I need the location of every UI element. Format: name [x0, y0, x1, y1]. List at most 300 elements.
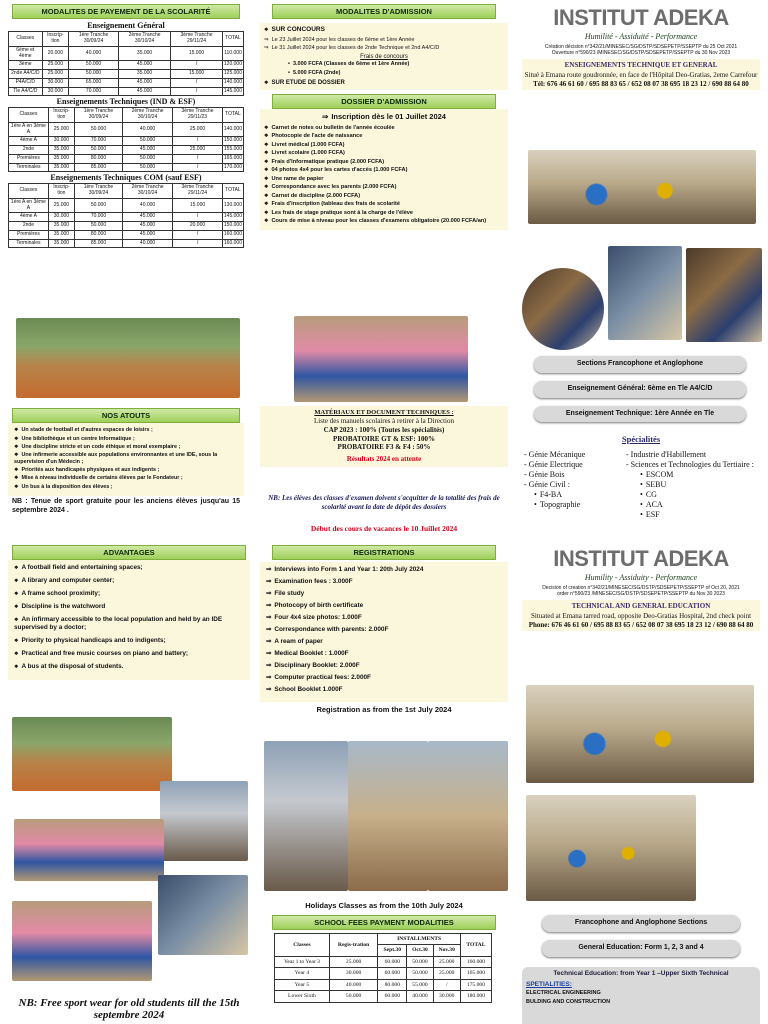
table-row	[9, 137, 244, 146]
table-cell: 60.000	[378, 956, 407, 967]
table-header-cell: 2ème Tranche 30/10/24	[119, 32, 171, 47]
technical-education: Technical Education: from Year 1 –Upper Sixth Technical	[553, 970, 729, 977]
table-cell: 35.000	[48, 239, 74, 248]
construction-photo	[348, 741, 428, 891]
registration-item: ⇒ Photocopy of birth certificate	[266, 602, 502, 610]
speciality-sub-item: • Topographie	[524, 500, 634, 510]
table-cell: 165.000	[222, 154, 243, 163]
table-cell: 150.000	[222, 137, 243, 146]
specialites-left	[524, 450, 634, 510]
sport-note: NB : Tenue de sport gratuite pour les anciens élèves jusqu'au 15 septembre 2024 .	[12, 497, 240, 514]
awards-photo	[14, 819, 164, 881]
table-cell: 25.000	[329, 956, 377, 967]
atout-item: ❖ Une discipline stricte et un code éthique et moral exemplaire ;	[14, 444, 238, 451]
table-cell: 25.000	[42, 61, 69, 70]
registrations-list	[260, 562, 508, 702]
table-cell: 35.000	[48, 154, 74, 163]
table-cell: 175.000	[460, 979, 491, 990]
table-header-cell: 3ème Tranche 29/11/24	[171, 32, 223, 47]
table-cell: /	[173, 239, 223, 248]
table-cell: 50.000	[329, 991, 377, 1002]
general-fees-table	[8, 31, 244, 96]
table-row	[9, 154, 244, 163]
table-header-cell: Inscrip-tion	[48, 184, 74, 199]
table-header-cell: TOTAL	[222, 184, 243, 199]
decision-en: Decision of creation n°342/21/MINESEC/SG/DSTP/SDSEPETP/SSEPTP of Oct 20, 2021	[542, 584, 740, 591]
section-box: Francophone and Anglophone Sections	[542, 915, 740, 932]
table-header-row	[9, 108, 244, 123]
table-cell: 6ème et 4ème	[9, 46, 43, 61]
table-cell: 40.000	[123, 198, 173, 213]
speciality-sub-item: • CG	[626, 490, 766, 500]
table-header-cell: 3ème Tranche 29/11/23	[173, 108, 223, 123]
table-row	[275, 968, 492, 979]
table-cell: /	[173, 154, 223, 163]
table-cell: 40.000	[123, 239, 173, 248]
table-cell: 70.000	[69, 87, 119, 96]
table-cell: Premières	[9, 230, 49, 239]
table-cell: 50.000	[69, 61, 119, 70]
table-header-cell: 1ère Tranche 30/09/24	[69, 32, 119, 47]
table-header-cell: 2ème Tranche 30/10/24	[123, 184, 173, 199]
table-cell: 45.000	[119, 61, 171, 70]
panel-cover-en	[516, 545, 766, 1024]
advantage-item: ❖ A football field and entertaining spaces;	[14, 564, 244, 572]
table-cell: 70.000	[74, 137, 122, 146]
table-row	[9, 213, 244, 222]
section-box: General Education: Form 1, 2, 3 and 4	[542, 940, 740, 957]
speciality-item: - Génie Civil :	[524, 480, 570, 489]
table-cell: 35.000	[48, 230, 74, 239]
motto-fr: Humilité - Assiduité - Performance	[584, 31, 698, 41]
sewing-class-photo	[264, 741, 348, 891]
fees-title: MODALITES DE PAYEMENT DE LA SCOLARITÉ	[12, 4, 240, 19]
table-row	[9, 46, 244, 61]
table-header-cell: Classes	[9, 184, 49, 199]
table-header-cell: 1ère Tranche 30/09/24	[74, 108, 122, 123]
table-row	[9, 163, 244, 172]
table-cell: 80.000	[74, 154, 122, 163]
registrations-title: REGISTRATIONS	[272, 545, 496, 560]
table-cell: 25.000	[433, 956, 460, 967]
atouts-list	[8, 423, 244, 496]
table-header-cell: TOTAL	[222, 32, 243, 47]
table-row	[9, 230, 244, 239]
table-row	[9, 239, 244, 248]
registration-item: ⇒ Disciplinary Booklet: 2.000F	[266, 662, 502, 670]
table-header-cell: Inscrip-tion	[42, 32, 69, 47]
table-cell: 60.000	[378, 991, 407, 1002]
table-cell: 130.000	[222, 198, 243, 213]
table-cell: Year 4	[275, 968, 330, 979]
table-cell: 145.000	[222, 87, 243, 96]
table-cell: 20.000	[42, 46, 69, 61]
table-header-cell: TOTAL	[460, 934, 491, 957]
section-box: Sections Francophone et Anglophone	[534, 356, 746, 373]
motto-en: Humility - Assiduity - Performance	[584, 572, 698, 582]
speciality-item: ELECTRICAL ENGINEERING	[526, 990, 601, 997]
table-row	[9, 70, 244, 79]
vacances-date: Début des cours de vacances le 10 Juillet 2024	[310, 524, 458, 533]
workshop-photo-3	[686, 248, 762, 342]
atout-item: ❖ Une infirmerie accessible aux populations environnantes et une IDE, sous la supervision d'un Médecin ;	[14, 452, 238, 466]
table-cell: 50.000	[123, 137, 173, 146]
table-cell: 140.000	[222, 122, 243, 137]
table-cell: 45.000	[119, 78, 171, 87]
table-cell: 2nde A4/C/D	[9, 70, 43, 79]
exam-note: NB: Les élèves des classes d'examen doivent s'acquitter de la totalité des frais de scolarité avant la date de dépôt des dossiers	[268, 494, 500, 511]
frais-concours-title: Frais de concours	[360, 53, 408, 60]
sport-wear-note: NB: Free sport wear for old students till the 15th septembre 2024	[18, 997, 240, 1022]
panel-fees-fr	[8, 4, 244, 540]
table-cell: /	[171, 87, 223, 96]
tech-ind-title: Enseignements Techniques (IND & ESF)	[56, 97, 196, 107]
order-en: order n°590/23 /MINESEC/SG/DSTP/SDSEPETP/SSEPTP du Nov 30 2023	[557, 590, 725, 597]
table-row	[9, 78, 244, 87]
table-cell: P4A/C/D	[9, 78, 43, 87]
table-cell: 45.000	[123, 230, 173, 239]
table-cell: 70.000	[74, 213, 122, 222]
table-cell: 35.000	[119, 46, 171, 61]
registration-item: ⇒ File study	[266, 590, 502, 598]
table-cell: 50.000	[407, 968, 433, 979]
panel-advantages-en	[8, 545, 250, 1024]
table-cell: /	[171, 61, 223, 70]
dossier-item: ❖ Carnet de notes ou bulletin de l'année écoulée	[264, 125, 504, 132]
table-header-cell: Nov.30	[433, 945, 460, 956]
table-cell: /	[173, 163, 223, 172]
frais-item: • 3.000 FCFA (Classes de 6ème et 1ère Année)	[288, 61, 504, 68]
dossier-item: ❖ Carnet de discipline (2.000 FCFA)	[264, 193, 504, 200]
table-cell: 125.000	[222, 70, 243, 79]
table-cell: 45.000	[119, 87, 171, 96]
registration-item: ⇒ Medical Booklet : 1.000F	[266, 650, 502, 658]
table-cell: 2nde	[9, 222, 49, 231]
dossier-item: ❖ 04 photos 4x4 pour les cartes d'accès (1.000 FCFA)	[264, 167, 504, 174]
enseignements-title: ENSEIGNEMENTS TECHNIQUE ET GENERAL	[564, 61, 718, 69]
inscription-date: ⇒ Inscription dès le 01 Juillet 2024	[264, 112, 504, 121]
girls-team-photo	[12, 717, 172, 791]
table-header-cell: Inscrip-tion	[48, 108, 74, 123]
materiaux-title: MATÉRIAUX ET DOCUMENT TECHNIQUES :	[314, 409, 454, 416]
table-row	[275, 979, 492, 990]
sur-etude: ❖ SUR ETUDE DE DOSSIER	[264, 80, 504, 88]
table-header-cell: 2ème Tranche 30/10/24	[123, 108, 173, 123]
spetialities-title: SPETIALITIES:	[526, 981, 572, 989]
table-cell: 15.000	[171, 70, 223, 79]
registration-from: Registration as from the 1st July 2024	[316, 705, 452, 715]
panel-registrations-en	[256, 545, 512, 1024]
table-cell: 35.000	[48, 163, 74, 172]
table-cell: 160.000	[460, 956, 491, 967]
table-cell: 85.000	[74, 239, 122, 248]
table-cell: 65.000	[69, 78, 119, 87]
advantage-item: ❖ Discipline is the watchword	[14, 603, 244, 611]
speciality-item: - Génie Bois	[524, 470, 565, 479]
table-header-cell: Classes	[9, 32, 43, 47]
dossier-item: ❖ Photocopie de l'acte de naissance	[264, 133, 504, 140]
table-header-cell: 1ère Tranche 30/09/24	[74, 184, 122, 199]
sur-concours: ❖ SUR CONCOURS	[264, 26, 504, 34]
table-cell: 40.000	[123, 122, 173, 137]
school-fees-title: SCHOOL FEES PAYMENT MODALITIES	[272, 915, 496, 930]
concours-date-item: ⇒ Le 23 Juillet 2024 pour les classes de 6ème et 1ère Année	[264, 37, 504, 44]
table-cell: 15.000	[173, 198, 223, 213]
table-cell: Lower Sixth	[275, 991, 330, 1002]
speciality-sub-item: • F4-BA	[524, 490, 634, 500]
table-row	[9, 198, 244, 213]
table-header-cell: INSTALLMENTS	[378, 934, 461, 945]
advantage-item: ❖ A library and computer center;	[14, 577, 244, 585]
topography-photo	[428, 741, 508, 891]
table-cell: /	[433, 979, 460, 990]
frais-concours-list	[264, 61, 504, 76]
table-cell: 145.000	[222, 213, 243, 222]
atout-item: ❖ Un stade de football et d'autres espaces de loisirs ;	[14, 427, 238, 434]
atouts-title: NOS ATOUTS	[12, 408, 240, 423]
admission-title: MODALITES D'ADMISSION	[272, 4, 496, 19]
table-cell: 30.000	[42, 87, 69, 96]
table-header-cell: Classes	[275, 934, 330, 957]
table-cell: 50.000	[74, 222, 122, 231]
table-row	[275, 991, 492, 1002]
speciality-item: - Sciences et Technologies du Tertiaire :	[626, 460, 754, 469]
panel-cover-fr	[516, 4, 766, 540]
advantage-item: ❖ Practical and free music courses on piano and battery;	[14, 650, 244, 658]
table-cell: 30.000	[42, 78, 69, 87]
logo-institut: INSTITUT ADEKA	[553, 5, 729, 30]
registration-item: ⇒ Correspondance with parents: 2.000F	[266, 626, 502, 634]
table-cell: 80.000	[74, 230, 122, 239]
creation-decision: Création décision n°342/21/MINESEC/SG/DSTP/SDSEPETP/SSEPTP du 25 Oct 2021	[544, 43, 738, 50]
workshop-photo-2	[608, 246, 682, 340]
dossier-item: ❖ Livret scolaire (1.000 FCFA)	[264, 150, 504, 157]
table-cell: 4ème A	[9, 137, 49, 146]
concours-dates	[264, 37, 504, 52]
table-cell: 2nde	[9, 146, 49, 155]
students-assembly-photo	[528, 150, 756, 224]
table-cell: 80.000	[378, 979, 407, 990]
advantages-title: ADVANTAGES	[12, 545, 246, 560]
phone-fr: Tél: 676 46 61 60 / 695 88 83 65 / 652 08 07 38 695 18 23 12 / 690 88 64 80	[533, 79, 749, 88]
table-cell: Tle A4/C/D	[9, 87, 43, 96]
workshop-photo-1	[522, 268, 604, 350]
table-cell: 40.000	[329, 979, 377, 990]
table-cell: 25.000	[48, 198, 74, 213]
table-cell: /	[173, 230, 223, 239]
table-cell: 45.000	[123, 146, 173, 155]
table-cell: 30.000	[329, 968, 377, 979]
advantage-item: ❖ A frame school proximity;	[14, 590, 244, 598]
panel-admission-fr	[256, 4, 512, 540]
specialities-list	[526, 990, 756, 1005]
registration-item: ⇒ A ream of paper	[266, 638, 502, 646]
table-cell: 120.000	[222, 61, 243, 70]
table-cell: 35.000	[48, 222, 74, 231]
logo-institut-en: INSTITUT ADEKA	[553, 546, 729, 571]
table-header-cell: Classes	[9, 108, 49, 123]
trophy-photo	[12, 901, 152, 981]
table-cell: 15.000	[171, 46, 223, 61]
general-title: Enseignement Général	[87, 21, 165, 31]
table-cell: 50.000	[69, 70, 119, 79]
football-team-photo	[16, 318, 240, 398]
registration-item: ⇒ Interviews into Form 1 and Year 1: 20th July 2024	[266, 566, 502, 574]
table-cell: 25.000	[48, 122, 74, 137]
education-title: TECHNICAL AND GENERAL EDUCATION	[571, 602, 711, 610]
ceremony-photo	[294, 316, 468, 402]
table-cell: 85.000	[74, 163, 122, 172]
table-cell: 1ère A en 3ème A	[9, 198, 49, 213]
table-cell: 50.000	[74, 146, 122, 155]
advantage-item: ❖ Priority to physical handicaps and to indigents;	[14, 637, 244, 645]
table-cell: Year 5	[275, 979, 330, 990]
dossier-item: ❖ Une rame de papier	[264, 176, 504, 183]
table-cell: 155.000	[222, 146, 243, 155]
table-cell: /	[171, 78, 223, 87]
speciality-sub-item: • ESCOM	[626, 470, 766, 480]
registration-item: ⇒ Computer practical fees: 2.000F	[266, 674, 502, 682]
table-cell: 50.000	[407, 956, 433, 967]
table-cell: 4ème A	[9, 213, 49, 222]
tech-com-fees-table	[8, 183, 244, 248]
table-cell: 110.000	[222, 46, 243, 61]
table-cell: 170.000	[222, 163, 243, 172]
specialites-right	[626, 450, 766, 520]
table-cell: 30.000	[48, 137, 74, 146]
section-box: Enseignement Technique: 1ère Année en Tle	[534, 406, 746, 423]
registration-item: ⇒ School Booklet 1.000F	[266, 686, 502, 694]
table-cell: 25.000	[433, 968, 460, 979]
advantages-list	[8, 560, 250, 680]
table-header-cell: Oct.30	[407, 945, 433, 956]
phone-en: Phone: 676 46 61 60 / 695 88 83 65 / 652 08 07 38 695 18 23 12 / 690 88 64 80	[528, 620, 754, 629]
table-header-row	[9, 32, 244, 47]
section-box: Enseignement Général: 6ème en Tle A4/C/D	[534, 381, 746, 398]
table-cell: 50.000	[74, 122, 122, 137]
table-row	[9, 146, 244, 155]
table-header-cell: Sept.30	[378, 945, 407, 956]
dossier-item: ❖ Frais d'inscription (tableau des frais de scolarité	[264, 201, 504, 208]
table-row	[9, 61, 244, 70]
holidays-classes: Holidays Classes as from the 10th July 2024	[305, 901, 463, 910]
table-cell: 160.000	[222, 239, 243, 248]
speciality-sub-item: • ACA	[626, 500, 766, 510]
table-row	[9, 222, 244, 231]
table-cell: 160.000	[222, 230, 243, 239]
address-fr: Situé à Emana route goudronnée, en face de l'Hôpital Deo-Gratias, 2eme Carrefour	[524, 70, 758, 79]
table-header-cell: 3ème Tranche 29/11/24	[173, 184, 223, 199]
concours-date-item: ⇒ Le 31 Juillet 2024 pour les classes de 2nde Technique et 2nd A4/C/D	[264, 45, 504, 52]
table-cell: 35.000	[119, 70, 171, 79]
advantage-item: ❖ A bus at the disposal of students.	[14, 663, 244, 671]
table-cell: 25.000	[173, 146, 223, 155]
table-cell: 20.000	[173, 222, 223, 231]
tech-com-title: Enseignements Techniques COM (sauf ESF)	[50, 173, 202, 183]
table-cell: Year 1 to Year 3	[275, 956, 330, 967]
table-row	[9, 87, 244, 96]
table-cell: 55.000	[407, 979, 433, 990]
computer-room-photo	[160, 781, 248, 861]
table-cell: 50.000	[123, 154, 173, 163]
cap-result: CAP 2023 : 100% (Toutes les spécialités)	[323, 425, 445, 434]
table-header-cell: Regis-tration	[329, 934, 377, 957]
table-cell: 60.000	[378, 968, 407, 979]
probatoire-f3: PROBATOIRE F3 & F4 : 50%	[337, 443, 431, 452]
ouverture-decision: Ouverture n°590/23 /MINESEC/SG/DSTP/SDSEPETP/SSEPTP du 30 Nov 2023	[551, 49, 731, 56]
dossier-list	[264, 125, 504, 225]
table-cell: 50.000	[123, 163, 173, 172]
table-cell: 150.000	[222, 222, 243, 231]
dossier-item: ❖ Cours de mise à niveau pour les classes d'examens obligatoire (20.000 FCFA/an)	[264, 218, 504, 225]
table-cell: 165.000	[460, 968, 491, 979]
advantage-item: ❖ An infirmary accessible to the local population and held by an IDE supervised by a doctor;	[14, 616, 244, 632]
registration-item: ⇒ Four 4x4 size photos: 1.000F	[266, 614, 502, 622]
table-cell: Terminales	[9, 163, 49, 172]
address-en: Situated at Emana tarred road, opposite Deo-Gratias Hospital, 2nd check point	[530, 611, 752, 620]
atout-item: ❖ Un bus à la disposition des élèves ;	[14, 484, 238, 491]
table-cell: Premières	[9, 154, 49, 163]
atout-item: ❖ Priorités aux handicapés physiques et aux indigents ;	[14, 467, 238, 474]
table-header-row	[275, 934, 492, 945]
speciality-item: BULDING AND CONSTRUCTION	[526, 998, 611, 1005]
table-cell: 180.000	[460, 991, 491, 1002]
table-cell: 45.000	[123, 213, 173, 222]
resultats-2024: Résultats 2024 en attente	[346, 455, 422, 464]
table-cell: 35.000	[48, 146, 74, 155]
table-cell: 30.000	[433, 991, 460, 1002]
table-header-cell: TOTAL	[222, 108, 243, 123]
table-cell: 45.000	[123, 222, 173, 231]
speciality-sub-item: • SEBU	[626, 480, 766, 490]
frais-item: • 5.000 FCFA (2nde)	[288, 70, 504, 77]
table-cell: 140.000	[222, 78, 243, 87]
atout-item: ❖ Mise à niveau individuelle de certains élèves par le Fondateur ;	[14, 475, 238, 482]
table-row	[275, 956, 492, 967]
school-fees-table	[274, 933, 492, 1003]
table-header-row	[9, 184, 244, 199]
atout-item: ❖ Une bibliothèque et un centre Informatique ;	[14, 436, 238, 443]
lab-photo	[158, 875, 248, 955]
dossier-item: ❖ Correspondance avec les parents (2.000 FCFA)	[264, 184, 504, 191]
dossier-item: ❖ Frais d'Informatique pratique (2.000 FCFA)	[264, 159, 504, 166]
probatoire-gt: PROBATOIRE GT & ESF: 100%	[333, 434, 435, 443]
dossier-title: DOSSIER D'ADMISSION	[272, 94, 496, 109]
table-cell: /	[173, 213, 223, 222]
tech-ind-fees-table	[8, 107, 244, 172]
pupils-photo	[526, 795, 696, 901]
specialites-title: Spécialités	[621, 434, 661, 444]
table-cell: 1ère A en 3ème A	[9, 122, 49, 137]
table-cell: 25.000	[173, 122, 223, 137]
table-cell: 40.000	[407, 991, 433, 1002]
speciality-sub-item: • ESF	[626, 510, 766, 520]
table-cell: 30.000	[48, 213, 74, 222]
speciality-item: - Génie Electrique	[524, 460, 583, 469]
dossier-item: ❖ Livret médical (1.000 FCFA)	[264, 142, 504, 149]
table-cell: 50.000	[74, 198, 122, 213]
table-row	[9, 122, 244, 137]
table-cell: /	[173, 137, 223, 146]
speciality-item: - Génie Mécanique	[524, 450, 586, 459]
students-line-photo	[526, 685, 754, 783]
speciality-item: - Industrie d'Habillement	[626, 450, 707, 459]
registration-item: ⇒ Examination fees : 3.000F	[266, 578, 502, 586]
table-cell: 40.000	[69, 46, 119, 61]
table-cell: Terminales	[9, 239, 49, 248]
table-cell: 3ème	[9, 61, 43, 70]
dossier-item: ❖ Les frais de stage pratique sont à la charge de l'élève	[264, 210, 504, 217]
